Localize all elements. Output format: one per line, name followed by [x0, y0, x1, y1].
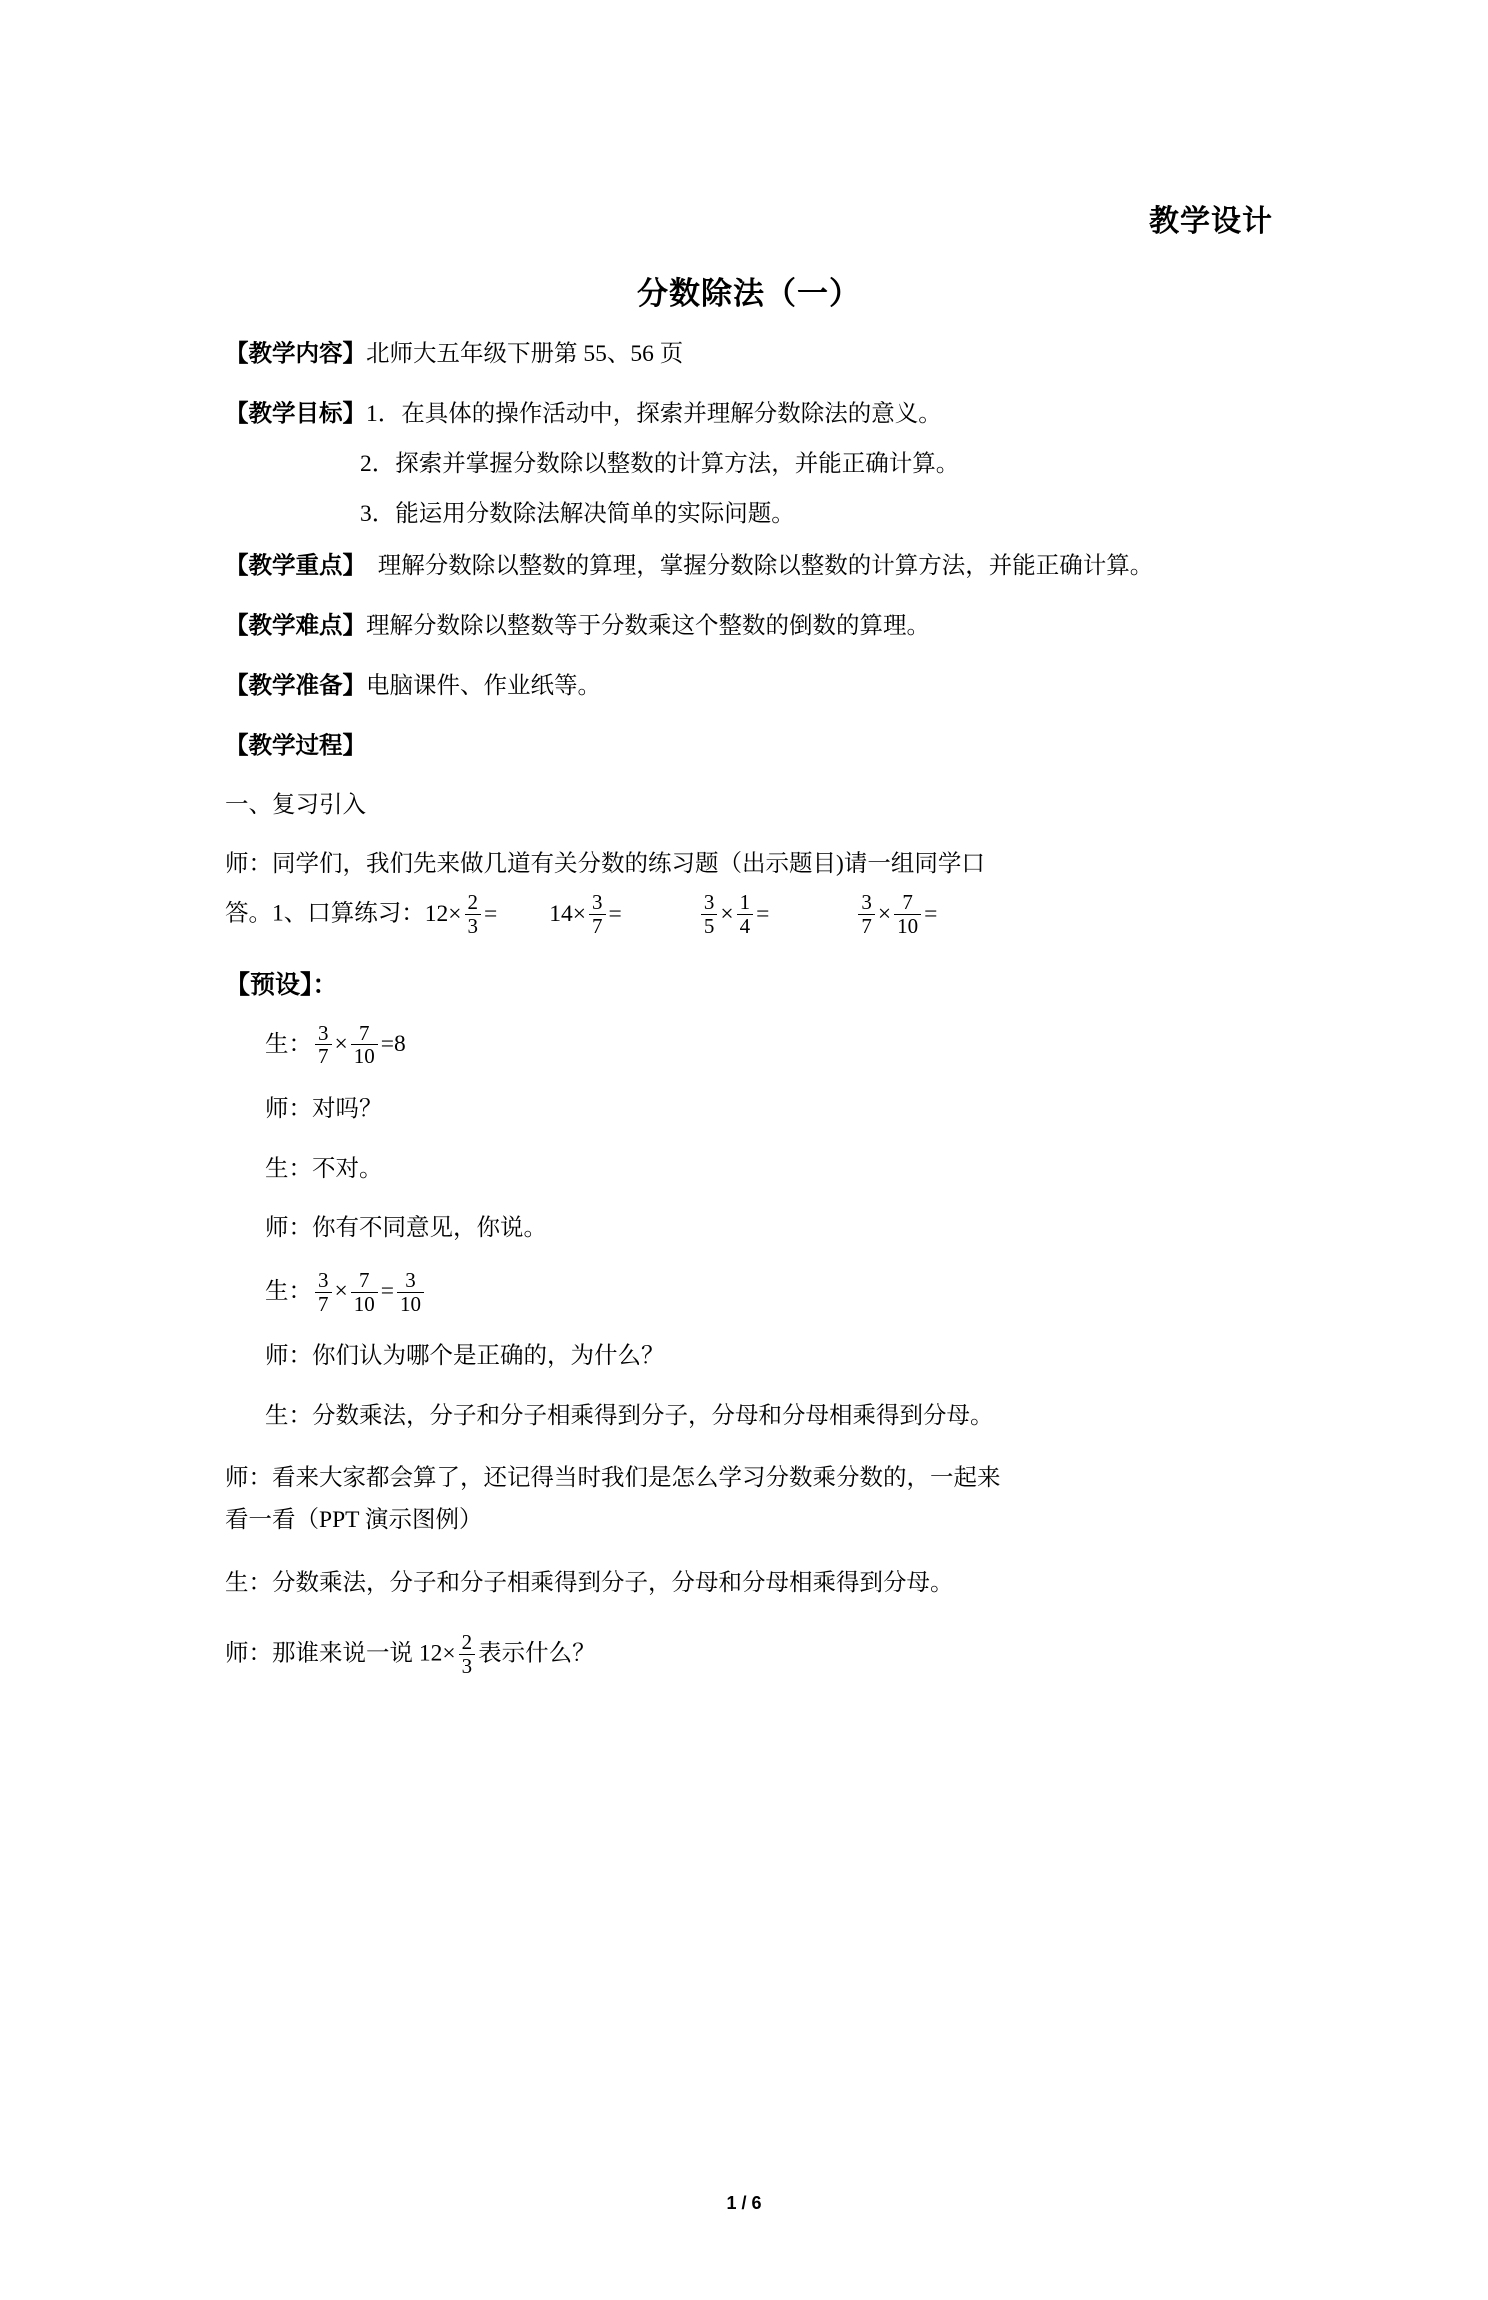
exercise-3 [698, 890, 770, 939]
student-answer-1-row [265, 1020, 1273, 1069]
answer-2-result-den: 10 [397, 1292, 424, 1316]
exercise-3-den-2: 4 [737, 914, 754, 938]
answer-2-result-num: 3 [405, 1267, 416, 1292]
exercise-4-operator: × [877, 901, 892, 927]
review-line-2-prefix: 答。1、口算练习： [225, 901, 425, 927]
teacher-line-4b: 看一看（PPT 演示图例） [225, 1506, 483, 1533]
answer-1-equals: = [380, 1031, 395, 1058]
student-answer-3-expression [312, 1267, 427, 1316]
teaching-content-label: 【教学内容】 [225, 341, 366, 367]
answer-1-num-1: 3 [318, 1020, 329, 1045]
student-line-5: 生：分数乘法，分子和分子相乘得到分子，分母和分母相乘得到分母。 [225, 1570, 954, 1597]
exercise-4-num-1: 3 [861, 890, 872, 915]
teacher-line-3: 师：你们认为哪个是正确的，为什么？ [265, 1343, 665, 1370]
exercise-1: 12× $\frac{2}{3}$ = [424, 890, 498, 939]
teacher-line-5-suffix: 表示什么？ [478, 1640, 596, 1667]
exercise-3-operator: × [720, 901, 734, 927]
answer-2-den-1: 7 [315, 1292, 332, 1316]
preset-label: 【预设】： [225, 971, 338, 999]
answer-2-num-1: 3 [318, 1267, 329, 1292]
teacher-line-2: 师：你有不同意见，你说。 [265, 1215, 547, 1242]
teacher-line-4a: 师：看来大家都会算了，还记得当时我们是怎么学习分数乘分数的，一起来 [225, 1465, 1001, 1492]
answer-2-num-2: 7 [359, 1267, 370, 1292]
student-line-2: 生：不对。 [265, 1155, 383, 1182]
student-answer-1-label: 生： [265, 1031, 312, 1058]
teaching-preparation-text: 电脑课件、作业纸等。 [366, 673, 601, 700]
exercise-2: 14× $\frac{3}{7}$ = [549, 890, 622, 939]
student-line-4: 生：分数乘法，分子和分子相乘得到分子，分母和分母相乘得到分母。 [265, 1402, 994, 1429]
exercise-2-equals: = [608, 901, 622, 927]
exercise-2-numerator: 3 [592, 890, 603, 915]
answer-1-den-1: 7 [315, 1044, 332, 1068]
teaching-focus-label: 【教学重点】 [225, 553, 366, 580]
teaching-process-row [225, 727, 1273, 765]
exercise-4-equals: = [924, 901, 938, 927]
teaching-goal-3-row [360, 495, 1273, 533]
exercise-1-denominator: 3 [465, 914, 482, 938]
teacher-line-1: 师：对吗？ [265, 1096, 383, 1123]
exercise-3-num-2: 1 [739, 890, 751, 915]
document-header: 教学设计 [1149, 205, 1273, 238]
exercise-3-den-1: 5 [701, 914, 718, 938]
teaching-preparation-label: 【教学准备】 [225, 673, 366, 700]
teacher-line-5-row [225, 1629, 1273, 1678]
document-page [0, 196, 1488, 2300]
answer-2-equals: = [380, 1278, 395, 1305]
teaching-content-text: 北师大五年级下册第 55、56 页 [366, 341, 684, 367]
exercise-4-den-2: 10 [894, 914, 921, 938]
exercise-1-numerator: 2 [467, 890, 479, 915]
answer-1-den-2: 10 [351, 1044, 378, 1068]
exercise-3-num-1: 3 [703, 890, 715, 915]
answer-2-den-2: 10 [351, 1292, 378, 1316]
exercise-4-den-1: 7 [858, 914, 875, 938]
page-number: 1 / 6 [726, 2193, 762, 2213]
teaching-difficulty-text: 理解分数除以整数等于分数乘这个整数的倒数的算理。 [366, 613, 930, 640]
teaching-goal-2: 2．探索并掌握分数除以整数的计算方法，并能正确计算。 [360, 451, 960, 478]
review-line-1: 师：同学们，我们先来做几道有关分数的练习题（出示题目)请一组同学口 [225, 850, 985, 877]
teaching-difficulty-row [225, 607, 1273, 645]
review-exercises-row [225, 892, 1273, 938]
teaching-focus-row [225, 547, 1273, 585]
teaching-preparation-row [225, 667, 1273, 705]
student-answer-3-label: 生： [265, 1278, 312, 1305]
teaching-goal-1: 1．在具体的操作活动中，探索并理解分数除法的意义。 [366, 401, 942, 428]
teaching-difficulty-label: 【教学难点】 [225, 613, 366, 640]
inline-fraction-denominator: 3 [459, 1654, 476, 1678]
exercise-3-equals: = [756, 901, 770, 927]
exercise-4 [855, 890, 938, 939]
section-one-heading: 一、复习引入 [225, 791, 366, 818]
teaching-content-row [225, 335, 1273, 373]
page-title: 分数除法（一） [637, 276, 861, 311]
teacher-line-5-prefix: 师：那谁来说一说 12× [225, 1640, 456, 1667]
answer-1-num-2: 7 [359, 1020, 370, 1045]
exercise-2-denominator: 7 [589, 914, 606, 938]
answer-1-result: 8 [394, 1031, 406, 1058]
teaching-goal-2-row [360, 445, 1273, 483]
student-answer-3-row [265, 1267, 1273, 1316]
teaching-goals-label: 【教学目标】 [225, 401, 366, 428]
teaching-goals-row [225, 395, 1273, 433]
inline-fraction-numerator: 2 [461, 1629, 473, 1654]
teaching-process-label: 【教学过程】 [225, 733, 366, 760]
teaching-focus-text: 理解分数除以整数的算理，掌握分数除以整数的计算方法，并能正确计算。 [377, 553, 1154, 580]
exercise-4-num-2: 7 [902, 890, 913, 915]
teaching-goal-3: 3．能运用分数除法解决简单的实际问题。 [360, 501, 795, 528]
student-answer-1-expression [312, 1020, 406, 1069]
answer-1-operator: × [334, 1031, 348, 1058]
exercise-1-equals: = [484, 901, 498, 927]
answer-2-operator: × [334, 1278, 348, 1305]
inline-fraction [459, 1631, 476, 1677]
